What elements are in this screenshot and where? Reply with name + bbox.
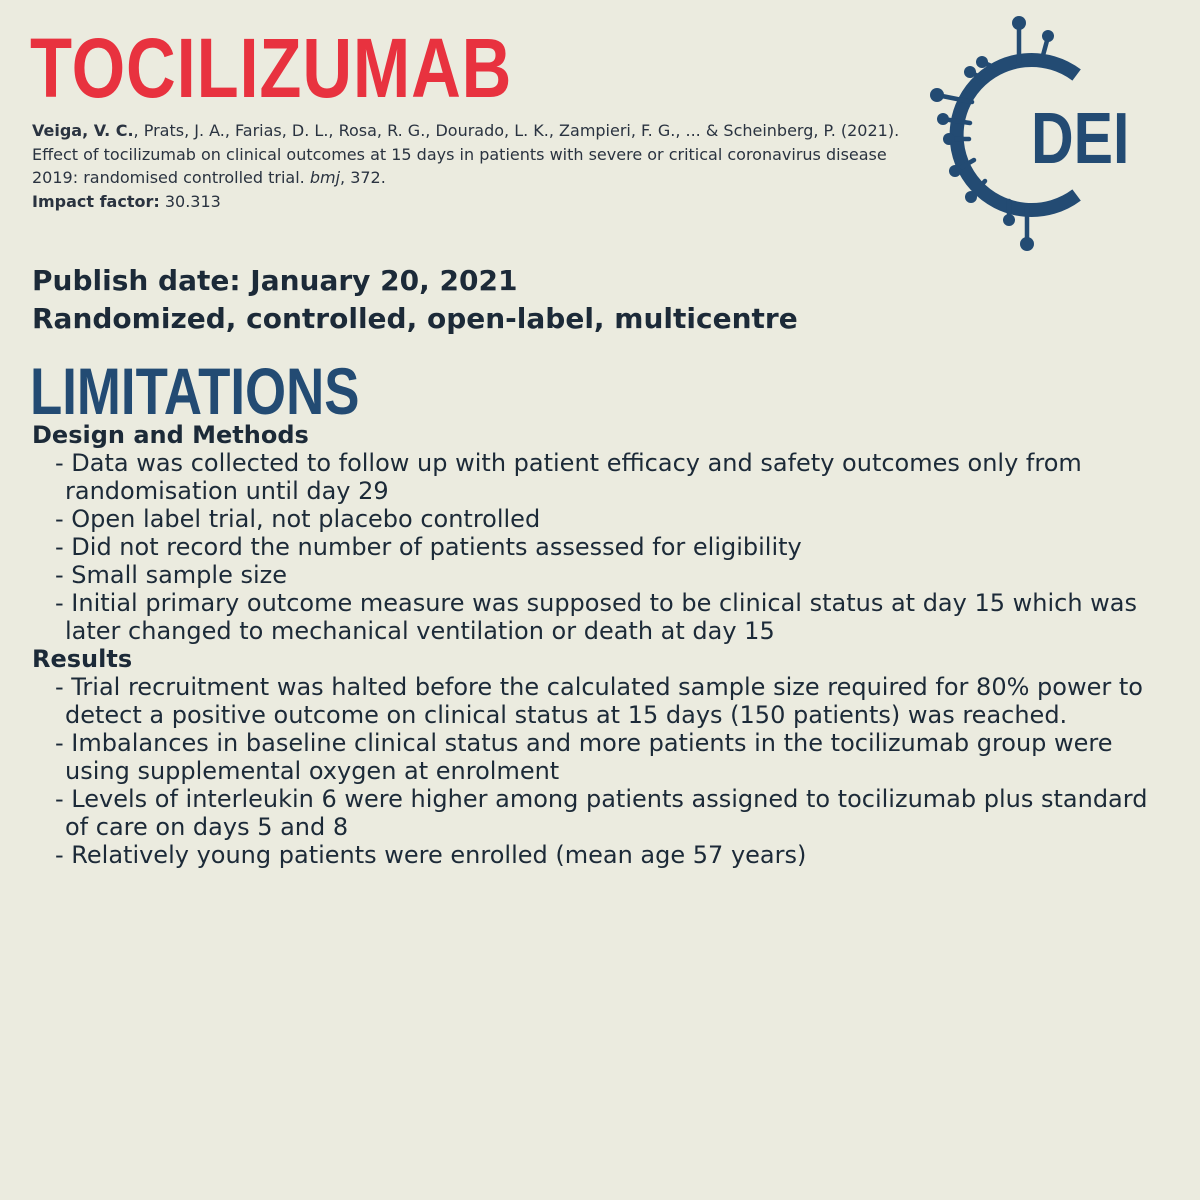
results-list [32, 673, 1172, 869]
list-item: - Data was collected to follow up with patient efficacy and safety outcomes only from randomisation until day 29 [55, 449, 1082, 505]
list-item: - Relatively young patients were enrolled (mean age 57 years) [55, 841, 807, 869]
citation-volume: , 372. [340, 168, 386, 187]
citation-journal: bmj [309, 168, 341, 187]
impact-factor-label: Impact factor: [32, 191, 160, 211]
list-item: - Imbalances in baseline clinical status and more patients in the tocilizumab group were using supplemental oxygen at enrolment [55, 729, 1113, 785]
citation [32, 119, 912, 213]
citation-text: , Prats, J. A., Farias, D. L., Rosa, R. G., Dourado, L. K., Zampieri, F. G., ... & Scheinberg, P. (2021). Effect of tocilizumab on clinical outcomes at 15 days in patients with severe or critical coronavirus disease 2019: randomised controlled trial. [32, 121, 900, 187]
impact-factor-value: 30.313 [159, 191, 221, 211]
page-title: TOCILIZUMAB [30, 21, 513, 115]
limitations-title: LIMITATIONS [30, 354, 360, 428]
section-heading-results: Results [32, 645, 133, 673]
citation-lead-author: Veiga, V. C. [32, 121, 134, 140]
list-item: - Initial primary outcome measure was supposed to be clinical status at day 15 which was later changed to mechanical ventilation or death at day 15 [55, 589, 1138, 645]
design-list [32, 449, 1172, 645]
study-meta [32, 262, 798, 338]
publish-date: Publish date: January 20, 2021 [32, 264, 518, 297]
dei-logo [925, 15, 1145, 255]
list-item: - Open label trial, not placebo controlled [55, 505, 541, 533]
list-item: - Levels of interleukin 6 were higher among patients assigned to tocilizumab plus standard of care on days 5 and 8 [55, 785, 1148, 841]
study-design: Randomized, controlled, open-label, multicentre [32, 302, 798, 335]
limitations-body [32, 421, 1172, 869]
section-heading-design: Design and Methods [32, 421, 309, 449]
list-item: - Small sample size [55, 561, 287, 589]
logo-text: DEI [1031, 97, 1130, 179]
list-item: - Did not record the number of patients assessed for eligibility [55, 533, 802, 561]
list-item: - Trial recruitment was halted before the calculated sample size required for 80% power to detect a positive outcome on clinical status at 15 days (150 patients) was reached. [55, 673, 1143, 729]
